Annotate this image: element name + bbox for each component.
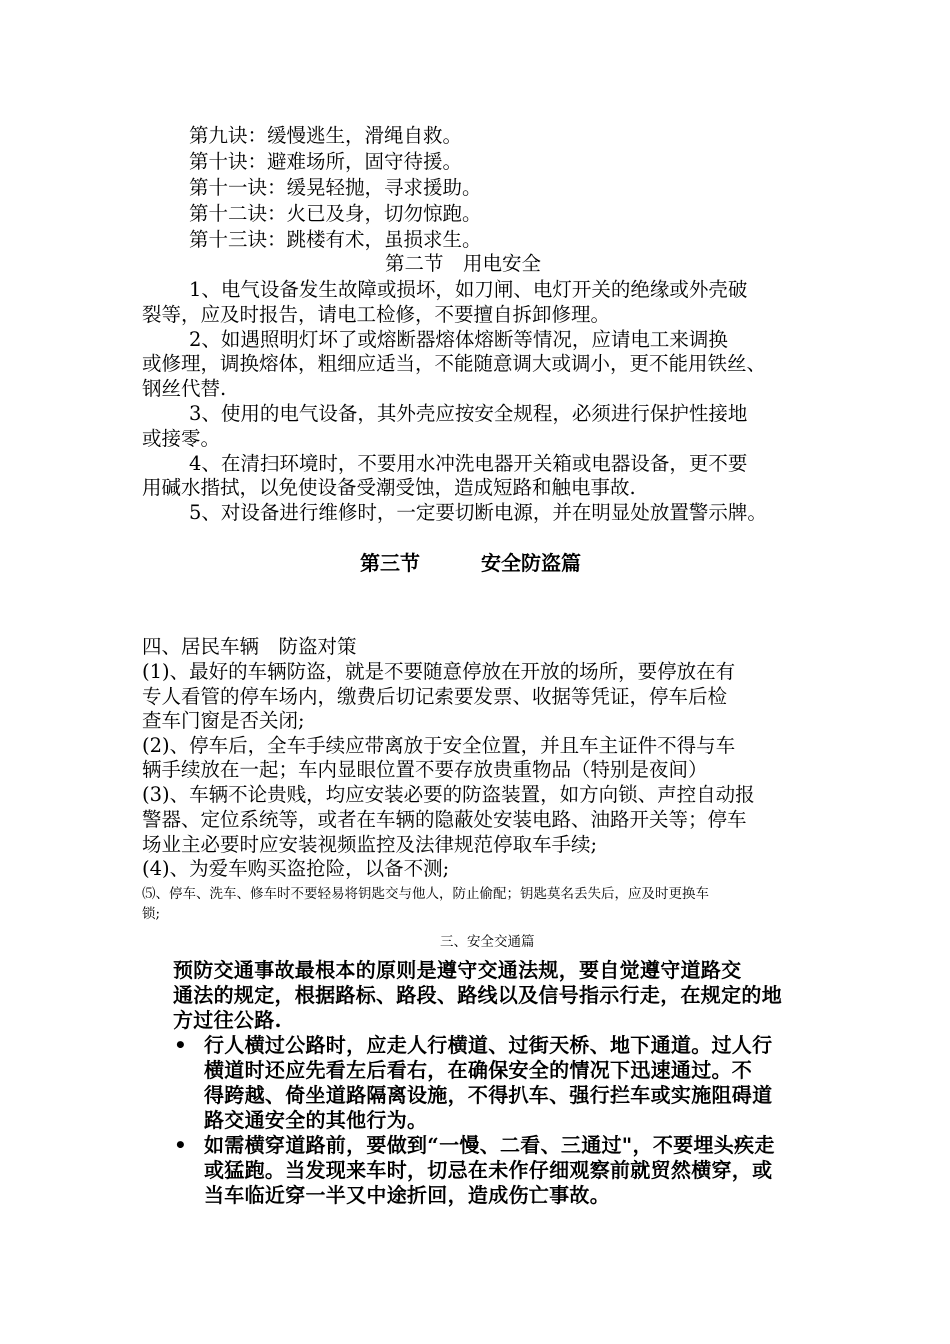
- traffic-bullet-line: 行人横过公路时，应走人行横道、过街天桥、地下通道。过人行: [204, 1033, 773, 1057]
- section3-line: (2)、停车后，全车手续应带离放于安全位置，并且车主证件不得与车: [142, 734, 736, 757]
- fire-tip-13: 第十三诀：跳楼有术，虽损求生。: [189, 228, 482, 251]
- section3-line: (3)、车辆不论贵贱，均应安装必要的防盗装置，如方向锁、声控自动报: [142, 783, 755, 806]
- section3-small-line: ⑸、停车、洗车、修车时不要轻易将钥匙交与他人，防止偷配；钥匙莫名丢失后，应及时更换车: [142, 886, 709, 902]
- section2-line: 裂等，应及时报告，请电工检修，不要擅自拆卸修理。: [142, 303, 611, 326]
- section2-line: 2、如遇照明灯坏了或熔断器熔体熔断等情况，应请电工来调换: [189, 328, 728, 351]
- section3-line: 查车门窗是否关闭;: [142, 709, 305, 732]
- section3-heading-title: 安全防盗篇: [481, 551, 581, 575]
- bullet-marker: •: [174, 1133, 187, 1157]
- traffic-bullet-line: 路交通安全的其他行为。: [204, 1108, 428, 1132]
- section2-line: 或修理，调换熔体，粗细应适当，不能随意调大或调小，更不能用铁丝、: [142, 352, 767, 375]
- section3-heading-number: 第三节: [360, 551, 420, 575]
- section2-line: 钢丝代替.: [142, 377, 227, 400]
- traffic-heading: 三、安全交通篇: [440, 934, 535, 950]
- section3-line: 专人看管的停车场内，缴费后切记索要发票、收据等凭证，停车后检: [142, 685, 728, 708]
- traffic-intro-line: 预防交通事故最根本的原则是遵守交通法规，要自觉遵守道路交: [173, 958, 742, 982]
- traffic-bullet-line: 得跨越、倚坐道路隔离设施，不得扒车、强行拦车或实施阻碍道: [204, 1083, 773, 1107]
- fire-tip-10: 第十诀：避难场所，固守待援。: [189, 150, 463, 173]
- section3-line: (1)、最好的车辆防盗，就是不要随意停放在开放的场所，要停放在有: [142, 660, 736, 683]
- bullet-marker: •: [174, 1033, 187, 1057]
- section2-line: 用碱水揩拭，以免使设备受潮受蚀，造成短路和触电事故.: [142, 476, 636, 499]
- section2-line: 或接零。: [142, 427, 221, 450]
- fire-tip-12: 第十二诀：火已及身，切勿惊跑。: [189, 202, 482, 225]
- traffic-intro-line: 方过往公路.: [173, 1008, 282, 1032]
- section2-line: 5、对设备进行维修时，一定要切断电源，并在明显处放置警示牌。: [189, 501, 767, 524]
- fire-tip-11: 第十一诀：缓晃轻抛，寻求援助。: [189, 176, 482, 199]
- traffic-bullet-line: 横道时还应先看左后看右，在确保安全的情况下迅速通过。不: [204, 1058, 753, 1082]
- section2-line: 4、在清扫环境时，不要用水冲洗电器开关箱或电器设备，更不要: [189, 452, 748, 475]
- traffic-bullet-line: 当车临近穿一半又中途折回，造成伤亡事故。: [204, 1183, 610, 1207]
- section3-line: (4)、为爱车购买盗抢险，以备不测;: [142, 857, 450, 880]
- section3-line: 警器、定位系统等，或者在车辆的隐蔽处安装电路、油路开关等；停车: [142, 808, 747, 831]
- traffic-bullet-line: 如需横穿道路前，要做到“一慢、二看、三通过"，不要埋头疾走: [204, 1133, 775, 1157]
- traffic-bullet-line: 或猛跑。当发现来车时，切忌在未作仔细观察前就贸然横穿，或: [204, 1158, 773, 1182]
- section3-small-line: 锁;: [142, 906, 161, 922]
- section3-subheading: 四、居民车辆 防盗对策: [142, 635, 357, 658]
- fire-tip-9: 第九诀：缓慢逃生，滑绳自救。: [189, 124, 463, 147]
- section3-line: 辆手续放在一起；车内显眼位置不要存放贵重物品（特别是夜间）: [142, 758, 708, 781]
- traffic-intro-line: 通法的规定，根据路标、路段、路线以及信号指示行走，在规定的地: [173, 983, 782, 1007]
- section2-heading: 第二节 用电安全: [385, 252, 542, 275]
- section2-line: 1、电气设备发生故障或损坏，如刀闸、电灯开关的绝缘或外壳破: [189, 278, 748, 301]
- section2-line: 3、使用的电气设备，其外壳应按安全规程，必须进行保护性接地: [189, 402, 748, 425]
- section3-line: 场业主必要时应安装视频监控及法律规范停取车手续;: [142, 833, 598, 856]
